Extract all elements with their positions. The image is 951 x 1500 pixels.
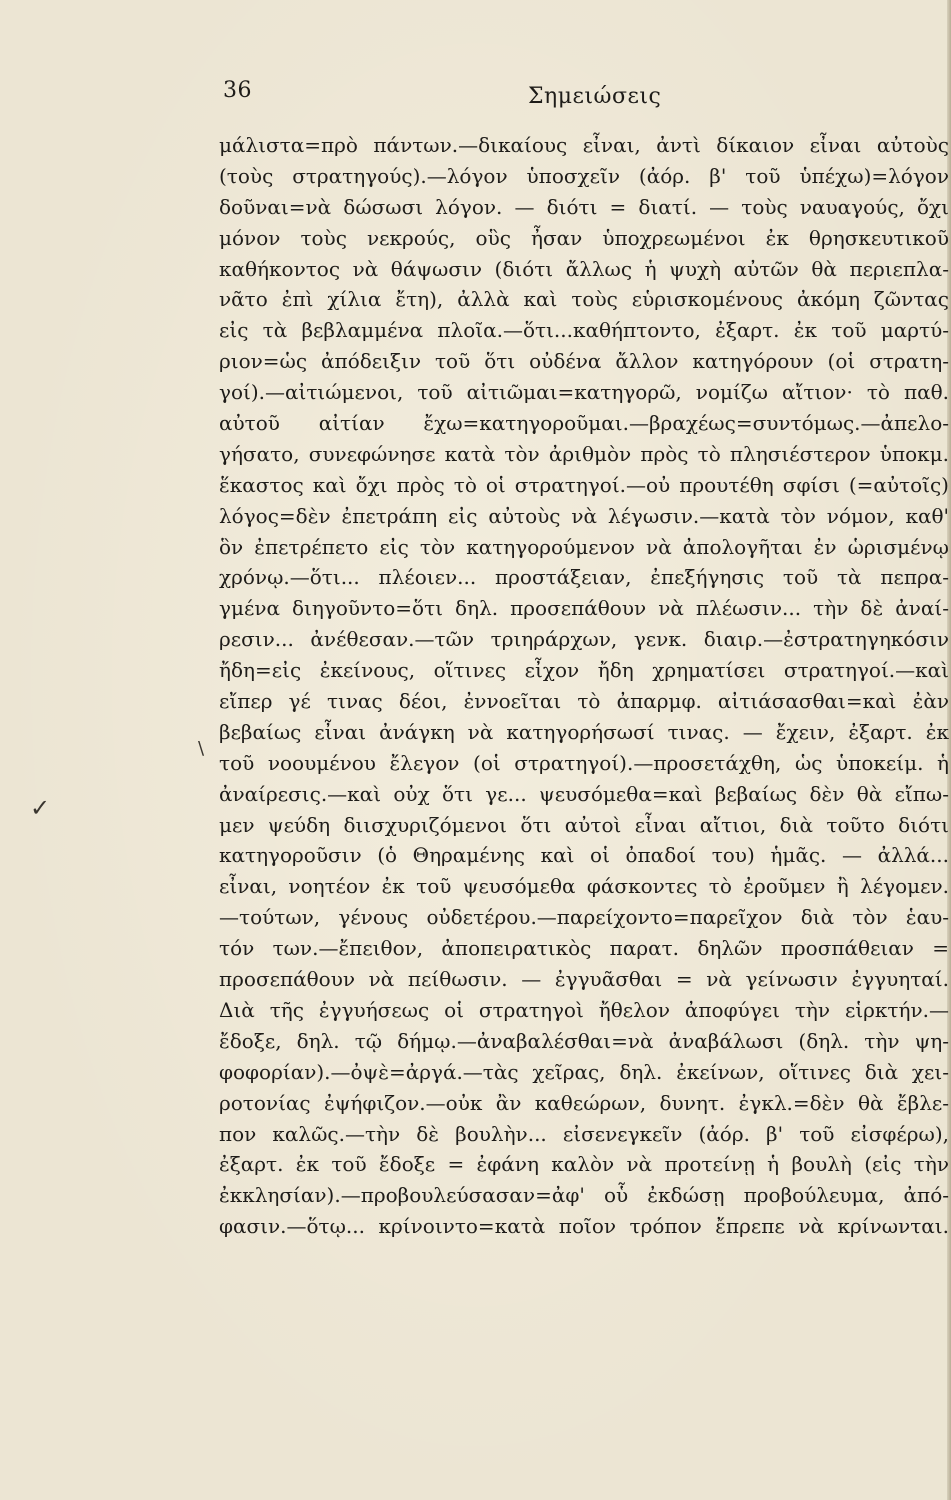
text-line: προσεπάθουν νὰ πείθωσιν. — ἐγγυᾶσθαι = νὰ γείνωσιν ἐγγυηταί. bbox=[219, 967, 949, 992]
text-line: καθήκοντος νὰ θάψωσιν (διότι ἄλλως ἡ ψυχὴ αὐτῶν θὰ περιεπλα- bbox=[219, 256, 949, 281]
margin-tick-mark: \ bbox=[198, 738, 205, 759]
text-line: Διὰ τῆς ἐγγυήσεως οἱ στρατηγοὶ ἤθελον ἀποφύγει τὴν εἱρκτήν.— bbox=[219, 997, 949, 1022]
text-line: εἶναι, νοητέον ἐκ τοῦ ψευσόμεθα φάσκοντες τὸ ἐροῦμεν ἢ λέγομεν. bbox=[219, 874, 949, 899]
text-line: ἐξαρτ. ἐκ τοῦ ἔδοξε = ἐφάνη καλὸν νὰ προτείνῃ ἡ βουλὴ (εἰς τὴν bbox=[219, 1152, 949, 1177]
text-line: βεβαίως εἶναι ἀνάγκη νὰ κατηγορήσωσί τινας. — ἔχειν, ἐξαρτ. ἐκ bbox=[219, 719, 949, 744]
text-line: δοῦναι=νὰ δώσωσι λόγον. — διότι = διατί. — τοὺς ναυαγούς, ὄχι bbox=[219, 194, 949, 219]
text-line: ροτονίας ἐψήφιζον.—οὐκ ἂν καθεώρων, δυνητ. ἐγκλ.=δὲν θὰ ἔβλε- bbox=[219, 1090, 949, 1115]
text-line: μόνον τοὺς νεκρούς, οὓς ἦσαν ὑποχρεωμένοι ἐκ θρησκευτικοῦ bbox=[219, 225, 949, 250]
text-line: τόν των.—ἔπειθον, ἀποπειρατικὸς παρατ. δηλῶν προσπάθειαν = bbox=[219, 936, 949, 961]
text-line: φασιν.—ὅτῳ... κρίνοιντο=κατὰ ποῖον τρόπον ἔπρεπε νὰ κρίνωνται. bbox=[219, 1214, 949, 1239]
text-line: ἤδη=εἰς ἐκείνους, οἵτινες εἶχον ἤδη χρηματίσει στρατηγοί.—καὶ bbox=[219, 658, 949, 683]
text-line: τοῦ νοουμένου ἔλεγον (οἱ στρατηγοί).—προσετάχθη, ὡς ὑποκείμ. ἡ bbox=[219, 750, 949, 775]
text-line: —τούτων, γένους οὐδετέρου.—παρείχοντο=παρεῖχον διὰ τὸν ἑαυ- bbox=[219, 905, 949, 930]
page-number: 36 bbox=[223, 78, 252, 103]
text-line: ἔδοξε, δηλ. τῷ δήμῳ.—ἀναβαλέσθαι=νὰ ἀναβάλωσι (δηλ. τὴν ψη- bbox=[219, 1028, 949, 1053]
text-line: νᾶτο ἐπὶ χίλια ἔτη), ἀλλὰ καὶ τοὺς εὑρισκομένους ἀκόμη ζῶντας bbox=[219, 287, 949, 312]
text-line: ριον=ὡς ἀπόδειξιν τοῦ ὅτι οὐδένα ἄλλον κατηγόρουν (οἱ στρατη- bbox=[219, 349, 949, 374]
text-line: εἴπερ γέ τινας δέοι, ἐννοεῖται τὸ ἀπαρμφ. αἰτιάσασθαι=καὶ ἐὰν bbox=[219, 689, 949, 714]
text-line: γοί).—αἰτιώμενοι, τοῦ αἰτιῶμαι=κατηγορῶ, νομίζω αἴτιον· τὸ παθ. bbox=[219, 380, 949, 405]
text-line: κατηγοροῦσιν (ὁ Θηραμένης καὶ οἱ ὀπαδοί του) ἡμᾶς. — ἀλλά... bbox=[219, 843, 949, 868]
text-line: μεν ψεύδη διισχυριζόμενοι ὅτι αὐτοὶ εἶναι αἴτιοι, διὰ τοῦτο διότι bbox=[219, 812, 949, 837]
margin-check-mark: ✓ bbox=[30, 794, 51, 822]
text-line: γμένα διηγοῦντο=ὅτι δηλ. προσεπάθουν νὰ πλέωσιν... τὴν δὲ ἀναί- bbox=[219, 596, 949, 621]
text-line: γήσατο, συνεφώνησε κατὰ τὸν ἀριθμὸν πρὸς τὸ πλησιέστερον ὑποκμ. bbox=[219, 441, 949, 466]
text-line: χρόνῳ.—ὅτι... πλέοιεν... προστάξειαν, ἐπεξήγησις τοῦ τὰ πεπρα- bbox=[219, 565, 949, 590]
text-line: (τοὺς στρατηγούς).—λόγον ὑποσχεῖν (ἀόρ. β' τοῦ ὑπέχω)=λόγον bbox=[219, 163, 949, 188]
text-line: πον καλῶς.—τὴν δὲ βουλὴν... εἰσενεγκεῖν (ἀόρ. β' τοῦ εἰσφέρω), bbox=[219, 1121, 949, 1146]
text-line: αὐτοῦ αἰτίαν ἔχω=κατηγοροῦμαι.—βραχέως=συντόμως.—ἀπελο- bbox=[219, 411, 949, 436]
text-line: μάλιστα=πρὸ πάντων.—δικαίους εἶναι, ἀντὶ δίκαιον εἶναι αὐτοὺς bbox=[219, 133, 949, 157]
text-line: λόγος=δὲν ἐπετράπη εἰς αὐτοὺς νὰ λέγωσιν.—κατὰ τὸν νόμον, καθ' bbox=[219, 503, 949, 528]
notes-body bbox=[219, 130, 949, 1242]
text-line: φοφορίαν).—ὀψὲ=ἀργά.—τὰς χεῖρας, δηλ. ἐκείνων, οἵτινες διὰ χει- bbox=[219, 1059, 949, 1084]
text-line: ἀναίρεσις.—καὶ οὐχ ὅτι γε... ψευσόμεθα=καὶ βεβαίως δὲν θὰ εἴπω- bbox=[219, 781, 949, 806]
text-line: ἐκκλησίαν).—προβουλεύσασαν=ἀφ' οὗ ἐκδώσῃ προβούλευμα, ἀπό- bbox=[219, 1183, 949, 1208]
text-line: ὃν ἐπετρέπετο εἰς τὸν κατηγορούμενον νὰ ἀπολογῆται ἐν ὡρισμένῳ bbox=[219, 534, 949, 559]
text-line: ἕκαστος καὶ ὄχι πρὸς τὸ οἱ στρατηγοί.—οὐ προυτέθη σφίσι (=αὐτοῖς) bbox=[219, 472, 949, 497]
running-title: Σημειώσεις bbox=[528, 84, 662, 109]
text-line: ρεσιν... ἀνέθεσαν.—τῶν τριηράρχων, γενκ. διαιρ.—ἐστρατηγηκόσιν bbox=[219, 627, 949, 652]
text-line: εἰς τὰ βεβλαμμένα πλοῖα.—ὅτι...καθήπτοντο, ἐξαρτ. ἐκ τοῦ μαρτύ- bbox=[219, 318, 949, 343]
